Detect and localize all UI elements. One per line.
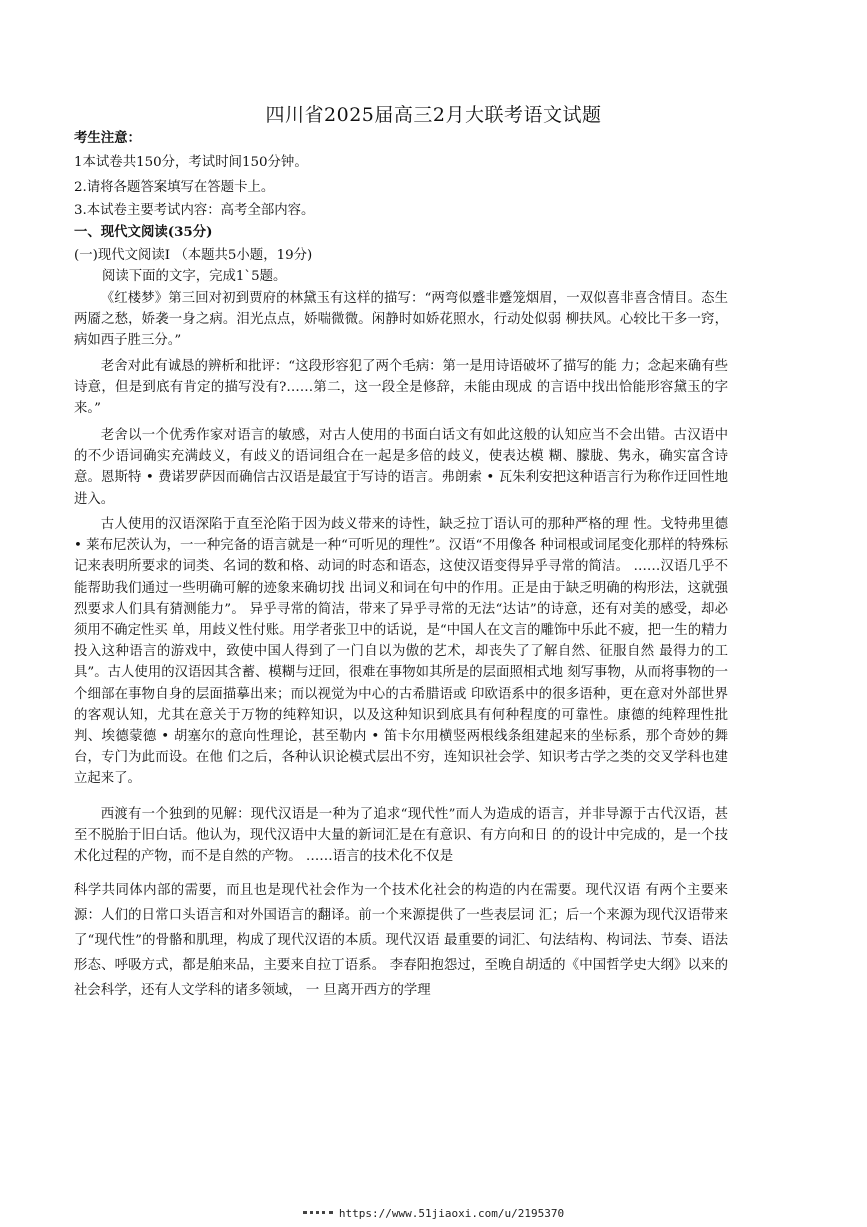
- notice-heading: 考生注意：: [74, 130, 141, 146]
- paragraph-2: 老舍对此有诚恳的辨析和批评：“这段形容犯了两个毛病：第一是用诗语破坏了描写的能 力；念起来确有些诗意，但是到底有肯定的描写没有?……第二，这一段全是修辞，未能由现成 的言语中找出恰能形容黛玉的字来。”: [74, 359, 728, 417]
- paragraph-3: 老舍以一个优秀作家对语言的敏感，对古人使用的书面白话文有如此这般的认知应当不会出错。古汉语中的不少语词确实充满歧义，有歧义的语词组合在一起是多倍的歧义，使表达模 糊、朦胧、隽永，确实富含诗意。恩斯特 • 费诺罗萨因而确信古汉语是最宜于写诗的语言。弗朗索 • 瓦朱利安把这种语言行为称作迂回性地进入。: [74, 428, 728, 507]
- paragraph-6: 科学共同体内部的需要，而且也是现代社会作为一个技术化社会的构造的内在需要。现代汉语 有两个主要来源：人们的日常口头语言和对外国语言的翻译。前一个来源提供了一些表层词 汇；后一个来源为现代汉语带来了“现代性”的骨骼和肌理，构成了现代汉语的本质。现代汉语 最重要的词汇、句法结构、构词法、节奏、语法形态、呼吸方式，都是舶来品，主要来自拉丁语系。 李春阳抱怨过，至晚自胡适的《中国哲学史大纲》以来的社会科学，还有人文学科的诸多领域， 一 旦离开西方的学理: [74, 883, 728, 998]
- paragraph-1: 《红楼梦》第三回对初到贾府的林黛玉有这样的描写：“两弯似蹙非蹙笼烟眉，一双似喜非喜含情目。态生两靥之愁，娇袭一身之病。泪光点点，娇喘微微。闲静时如娇花照水，行动处似弱 柳扶风。心较比干多一窍，病如西子胜三分。”: [74, 291, 728, 349]
- notice-item-2: 2.请将各题答案填写在答题卡上。: [74, 180, 275, 195]
- paragraph-4: 古人使用的汉语深陷于直至沦陷于因为歧义带来的诗性，缺乏拉丁语认可的那种严格的理 性。戈特弗里德 • 莱布尼茨认为，一一种完备的语言就是一种“可听见的理性”。汉语“不用像各 种词根或词尾变化那样的特殊标记来表明所要求的词类、名词的数和格、动词的时态和语态，这使汉语变得异乎寻常的简洁。 ……汉语几乎不能帮助我们通过一些明确可解的迹象来确切找 出词义和词在句中的作用。正是由于缺乏明确的构形法，这就强烈要求人们具有猜测能力”。 异乎寻常的简洁，带来了异乎寻常的无法“达诂”的诗意，还有对美的感受，却必须用不确定性买 单，用歧义性付账。用学者张卫中的话说，是“中国人在文言的雕饰中乐此不疲，把一生的精力 投入这种语言的游戏中，致使中国人得到了一门自以为傲的艺术，却丧失了了解自然、征服自然 最得力的工具”。古人使用的汉语因其含蓄、模糊与迂回，很难在事物如其所是的层面照相式地 刻写事物，从而将事物的一个细部在事物自身的层面描摹出来；而以视觉为中心的古希腊语或 印欧语系中的很多语种，更在意对外部世界的客观认知，尤其在意关于万物的纯粹知识，以及这种知识到底具有何种程度的可靠性。康德的纯粹理性批判、埃德蒙德 • 胡塞尔的意向性理论，甚至勒内 • 笛卡尔用横竖两根线条组建起来的坐标系，那个奇妙的舞台，专门为此而设。在他 们之后，各种认识论模式层出不穷，连知识社会学、知识考古学之类的交叉学科也建立起来了。: [74, 517, 728, 787]
- reading-instruction: 阅读下面的文字，完成1`5题。: [102, 269, 287, 284]
- footer-url[interactable]: https://www.51jiaoxi.com/u/2195370: [338, 1207, 565, 1220]
- notice-item-3: 3.本试卷主要考试内容：高考全部内容。: [74, 203, 315, 218]
- subsection-heading: (一)现代文阅读I （本题共5小题，19分): [74, 248, 313, 263]
- footer: [0, 1207, 867, 1220]
- footer-mark-icon: [303, 1211, 333, 1218]
- section-heading: 一、现代文阅读(35分): [74, 224, 213, 240]
- notice-item-1: 1本试卷共150分，考试时间150分钟。: [74, 155, 308, 170]
- exam-title: 四川省2025届高三2月大联考语文试题: [265, 104, 602, 126]
- paragraph-5: 西渡有一个独到的见解：现代汉语是一种为了追求“现代性”而人为造成的语言，并非导源于古代汉语，甚至不脱胎于旧白话。他认为，现代汉语中大量的新词汇是在有意识、有方向和日 的的设计中完成的，是一个技术化过程的产物，而不是自然的产物。 ……语言的技术化不仅是: [74, 807, 728, 865]
